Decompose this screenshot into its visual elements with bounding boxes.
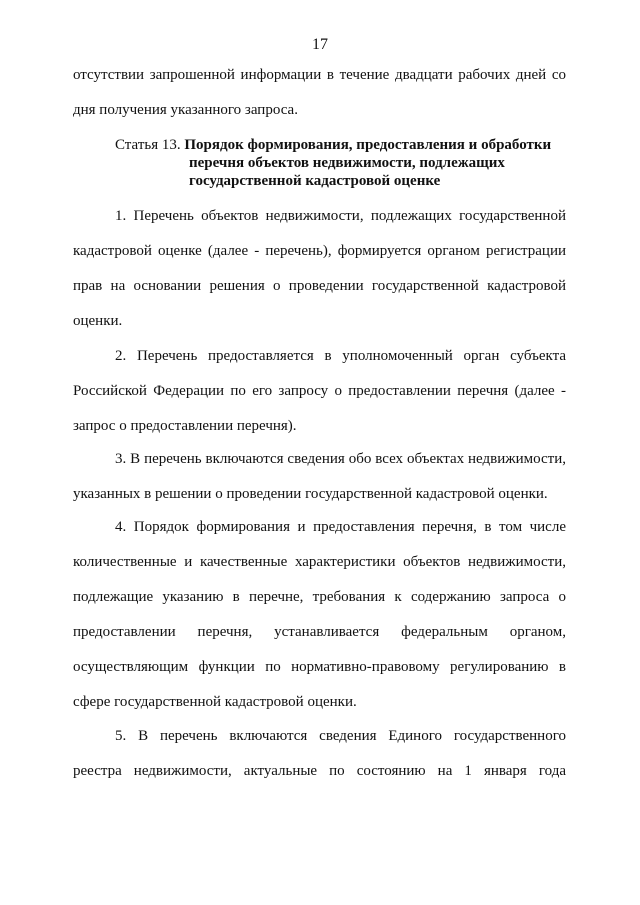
intro-paragraph: [73, 66, 566, 119]
text-line: оценки.: [73, 313, 123, 329]
text-line: указанных в решении о проведении государственной кадастровой оценки.: [73, 486, 548, 502]
text-line: 2. Перечень предоставляется в уполномоченный орган субъекта: [115, 348, 566, 364]
text-line: 3. В перечень включаются сведения обо всех объектах недвижимости,: [115, 451, 566, 467]
article-number: Статья 13.: [115, 137, 181, 153]
paragraph-2: [73, 347, 566, 435]
text-line: запрос о предоставлении перечня).: [73, 418, 297, 434]
text-line: реестра недвижимости, актуальные по состоянию на 1 января года: [73, 763, 566, 779]
text-line: подлежащие указанию в перечне, требования к содержанию запроса о: [73, 589, 566, 605]
paragraph-1: [73, 207, 566, 330]
text-line: прав на основании решения о проведении государственной кадастровой: [73, 278, 566, 294]
paragraph-5: [73, 727, 566, 780]
text-line: предоставлении перечня, устанавливается федеральным органом,: [73, 624, 566, 640]
text-line: 4. Порядок формирования и предоставления перечня, в том числе: [115, 519, 566, 535]
text-line: Российской Федерации по его запросу о предоставлении перечня (далее -: [73, 383, 566, 399]
text-line: осуществляющим функции по нормативно-правовому регулированию в: [73, 659, 566, 675]
text-line: кадастровой оценке (далее - перечень), формируется органом регистрации: [73, 243, 566, 259]
article-heading: [115, 136, 565, 190]
text-line: отсутствии запрошенной информации в течение двадцати рабочих дней со: [73, 67, 566, 83]
text-line: дня получения указанного запроса.: [73, 102, 298, 118]
paragraph-4: [73, 518, 566, 711]
article-title-line: перечня объектов недвижимости, подлежащих: [189, 155, 505, 171]
text-line: 5. В перечень включаются сведения Единого государственного: [115, 728, 566, 744]
paragraph-3: [73, 450, 566, 503]
text-line: 1. Перечень объектов недвижимости, подлежащих государственной: [115, 208, 566, 224]
text-line: количественные и качественные характеристики объектов недвижимости,: [73, 554, 566, 570]
article-title-line: Порядок формирования, предоставления и обработки: [184, 137, 552, 153]
page-number: 17: [312, 36, 328, 53]
article-title-line: государственной кадастровой оценке: [189, 173, 441, 189]
text-line: сфере государственной кадастровой оценки.: [73, 694, 357, 710]
